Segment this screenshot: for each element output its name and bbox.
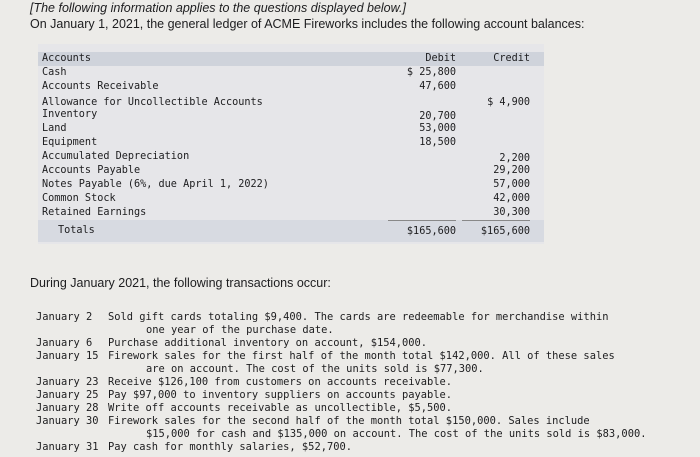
- table-row: [38, 122, 544, 136]
- transaction-text: Pay cash for monthly salaries, $52,700.: [108, 441, 352, 453]
- transaction-text: Purchase additional inventory on account, $154,000.: [108, 337, 428, 349]
- account-balances-table: [38, 44, 544, 244]
- row-debit: 20,700: [419, 111, 456, 122]
- transaction-text: Write off accounts receivable as uncollectible, $5,500.: [108, 402, 453, 414]
- table-row: [38, 178, 544, 192]
- totals-label: Totals: [58, 225, 95, 236]
- transaction-text: Sold gift cards totaling $9,400. The cards are redeemable for merchandise within: [108, 311, 609, 323]
- row-credit: 42,000: [493, 193, 530, 204]
- totals-debit: $165,600: [388, 220, 456, 243]
- row-credit: $ 4,900: [487, 97, 530, 108]
- row-account: Cash: [42, 67, 67, 78]
- transaction-text: Pay $97,000 to inventory suppliers on accounts payable.: [108, 389, 453, 401]
- intro-note: [The following information applies to the questions displayed below.]: [30, 1, 406, 15]
- intro: [30, 0, 690, 32]
- table-header-row: [38, 52, 544, 66]
- row-account: Accounts Receivable: [42, 81, 159, 92]
- table-row: [38, 192, 544, 206]
- row-debit: $ 25,800: [406, 67, 456, 78]
- row-account: Common Stock: [42, 193, 116, 204]
- header-credit: Credit: [493, 53, 530, 64]
- row-debit: 53,000: [419, 123, 456, 134]
- header-debit: Debit: [425, 53, 456, 64]
- row-credit: 57,000: [493, 179, 530, 190]
- transaction-text-cont: are on account. The cost of the units sold is $77,300.: [146, 363, 484, 375]
- transaction-date: January 30: [36, 415, 99, 427]
- table-row: [38, 150, 544, 164]
- transaction-text-cont: $15,000 for cash and $135,000 on account. The cost of the units sold is $83,000.: [146, 428, 647, 440]
- row-account: Retained Earnings: [42, 207, 147, 218]
- row-account: Land: [42, 123, 67, 134]
- transaction-date: January 6: [36, 337, 93, 349]
- row-account: Equipment: [42, 137, 98, 148]
- table-row: [38, 80, 544, 94]
- transaction-text: Firework sales for the first half of the month total $142,000. All of these sales: [108, 350, 615, 362]
- row-credit: 29,200: [493, 165, 530, 176]
- row-credit: 2,200: [499, 153, 530, 164]
- row-account: Notes Payable (6%, due April 1, 2022): [42, 179, 269, 190]
- row-account: Inventory: [42, 109, 98, 120]
- row-account: Accumulated Depreciation: [42, 151, 190, 162]
- totals-row: [38, 220, 544, 242]
- transaction-text: Firework sales for the second half of the month total $150,000. Sales include: [108, 415, 590, 427]
- transaction-date: January 25: [36, 389, 99, 401]
- transaction-date: January 2: [36, 311, 93, 323]
- table-row: [38, 164, 544, 178]
- table-row: [38, 136, 544, 150]
- transaction-date: January 28: [36, 402, 99, 414]
- transaction-date: January 15: [36, 350, 99, 362]
- row-debit: 18,500: [419, 137, 456, 148]
- intro-line: On January 1, 2021, the general ledger of ACME Fireworks includes the following account balances:: [30, 17, 585, 31]
- header-accounts: Accounts: [42, 53, 92, 64]
- row-debit: 47,600: [419, 81, 456, 92]
- table-row: [38, 108, 544, 122]
- row-account: Accounts Payable: [42, 165, 141, 176]
- table-row: [38, 206, 544, 220]
- transaction-date: January 31: [36, 441, 99, 453]
- transaction-text-cont: one year of the purchase date.: [146, 324, 334, 336]
- transactions-title: During January 2021, the following transactions occur:: [30, 276, 331, 290]
- row-credit: 30,300: [493, 207, 530, 218]
- totals-credit: $165,600: [462, 220, 530, 243]
- transaction-date: January 23: [36, 376, 99, 388]
- row-account: Allowance for Uncollectible Accounts: [42, 97, 263, 108]
- transaction-text: Receive $126,100 from customers on accounts receivable.: [108, 376, 453, 388]
- table-row: [38, 66, 544, 80]
